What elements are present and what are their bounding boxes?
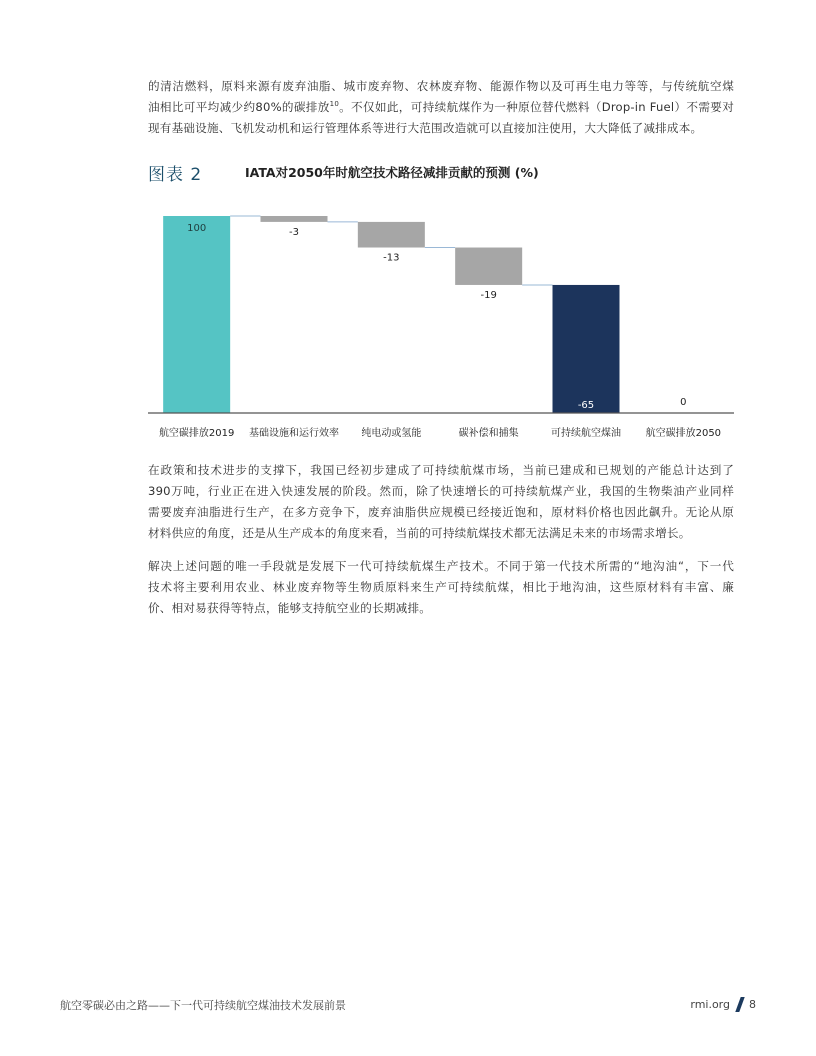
data-label-6: 0 (680, 397, 687, 408)
page-number: 8 (749, 998, 756, 1011)
footer-site-link[interactable]: rmi.org (690, 998, 730, 1011)
category-label-2: 基础设施和运行效率 (249, 428, 339, 439)
bar-5 (553, 285, 620, 413)
data-label-1: 100 (187, 223, 207, 234)
bar-3 (358, 222, 425, 248)
page-footer (60, 997, 756, 1013)
paragraph-market (148, 460, 734, 544)
paragraph-line (148, 97, 734, 118)
data-label-2: -3 (289, 226, 299, 238)
figure-label: 图表 2 (148, 165, 203, 185)
paragraph-line: 技术将主要利用农业、林业废弃物等生物质原料来生产可持续航煤，相比于地沟油，这些原材料有丰富、廉 (148, 580, 734, 594)
category-label-3: 纯电动或氢能 (361, 428, 422, 439)
data-label-4: -19 (480, 289, 497, 301)
paragraph-line: 需要废弃油脂进行生产，在多方竞争下，废弃油脂供应规模已经接近饱和，原材料价格也因此飙升。无论从原 (148, 505, 734, 519)
paragraph-line: 390万吨，行业正在进入快速发展的阶段。然而，除了快速增长的可持续航煤产业，我国的生物柴油产业同样 (148, 484, 734, 498)
footer-right (690, 997, 756, 1012)
footer-title: 航空零碳必由之路——下一代可持续航空煤油技术发展前景 (60, 999, 346, 1012)
data-label-5: -65 (577, 400, 595, 411)
paragraph-line: 材料供应的角度，还是从生产成本的角度来看，当前的可持续航煤技术都无法满足未来的市场需求增长。 (148, 526, 691, 540)
bar-2 (261, 216, 328, 222)
paragraph-line: 价、相对易获得等特点，能够支持航空业的长期减排。 (148, 601, 432, 615)
paragraph-line: 现有基础设施、飞机发动机和运行管理体系等进行大范围改造就可以直接加注使用，大大降低了减排成本。 (148, 121, 703, 135)
paragraph-line: 在政策和技术进步的支撑下，我国已经初步建成了可持续航煤市场，当前已建成和已规划的产能总计达到了 (148, 463, 734, 477)
paragraph-text: 油相比可平均减少约80%的碳排放 (148, 100, 330, 114)
data-label-3: -13 (383, 252, 400, 264)
paragraph-line: 解决上述问题的唯一手段就是发展下一代可持续航煤生产技术。不同于第一代技术所需的“地沟油“，下一代 (148, 559, 734, 573)
figure-title: IATA对2050年时航空技术路径减排贡献的预测 (%) (245, 165, 539, 180)
footnote-ref[interactable]: 10 (329, 100, 339, 109)
category-label-5: 可持续航空煤油 (551, 428, 621, 439)
paragraph-text: 。不仅如此，可持续航煤作为一种原位替代燃料（Drop-in Fuel）不需要对 (338, 100, 734, 114)
category-label-1: 航空碳排放2019 (158, 428, 235, 439)
waterfall-chart (148, 205, 734, 445)
slash-icon (735, 997, 744, 1012)
category-label-4: 碳补偿和捕集 (458, 428, 519, 439)
category-label-6: 航空碳排放2050 (645, 428, 722, 439)
paragraph-intro (148, 76, 734, 139)
bar-1 (163, 216, 230, 413)
bar-4 (455, 248, 522, 285)
paragraph-solution (148, 556, 734, 619)
chart-svg (148, 205, 734, 445)
paragraph-line: 的清洁燃料，原料来源有废弃油脂、城市废弃物、农林废弃物、能源作物以及可再生电力等等，与传统航空煤 (148, 79, 734, 93)
